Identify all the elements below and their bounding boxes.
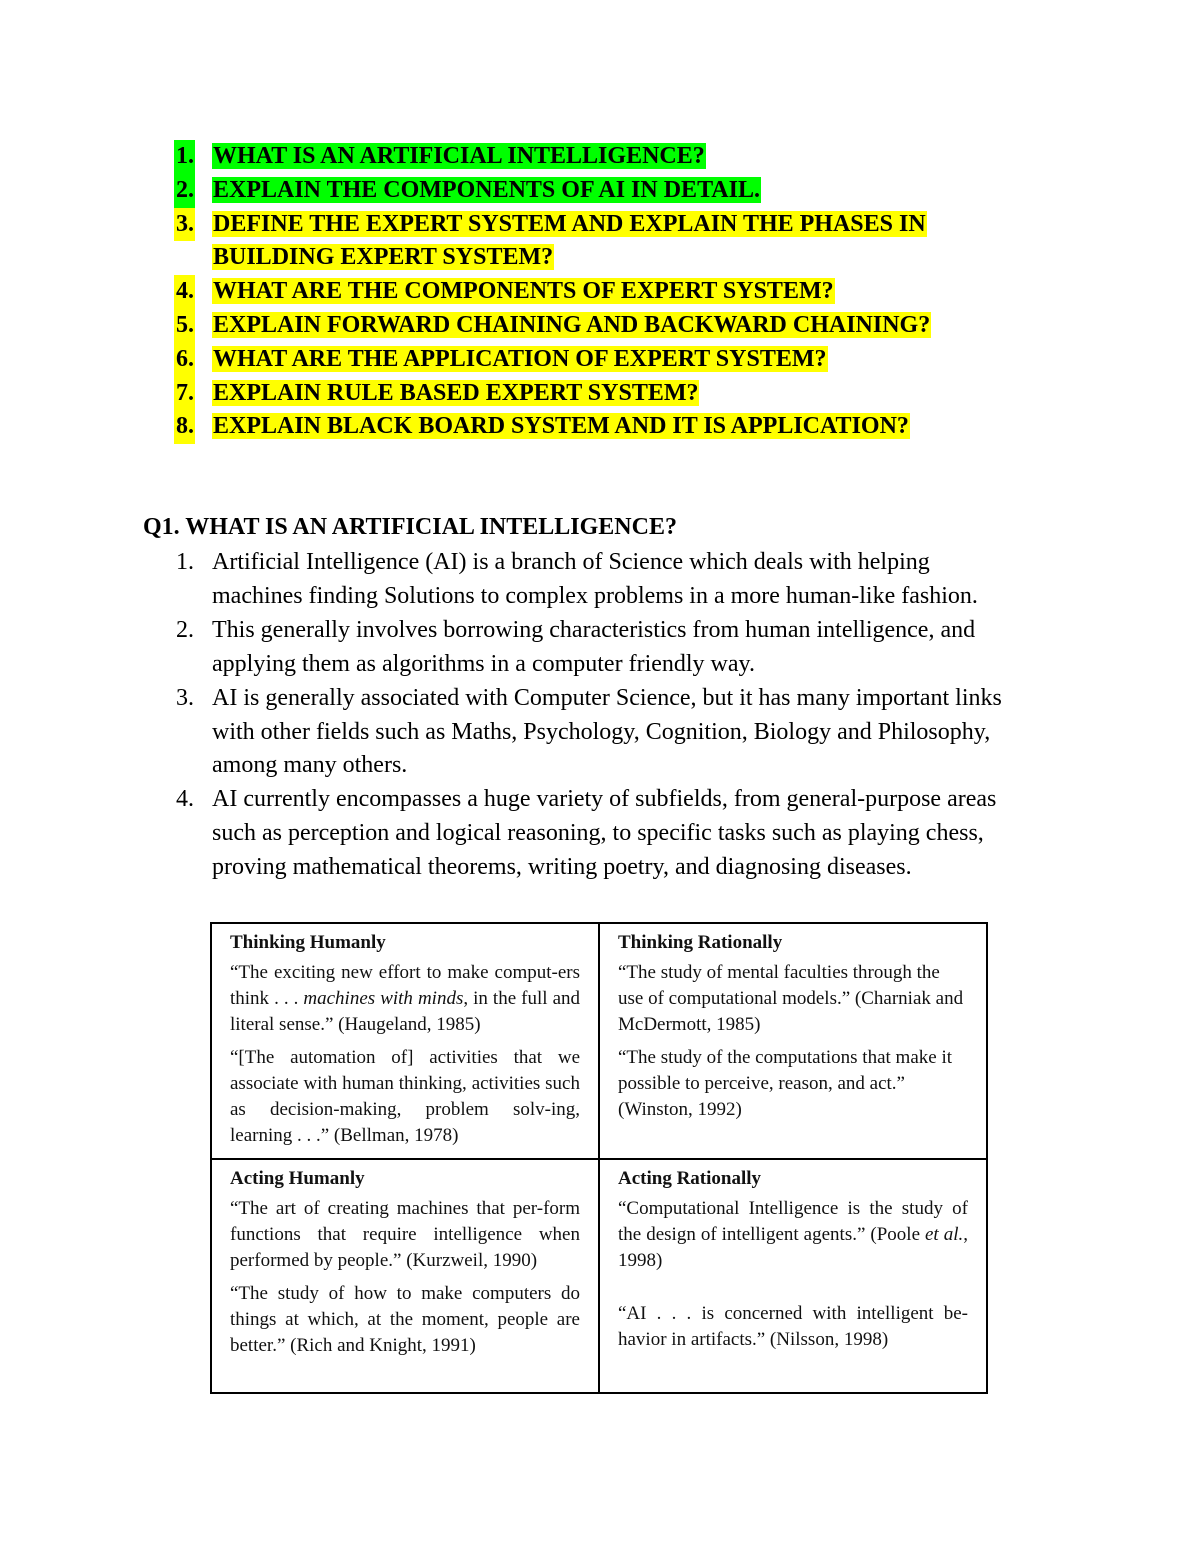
question-text-continued: BUILDING EXPERT SYSTEM? [213, 244, 554, 271]
question-text: WHAT ARE THE APPLICATION OF EXPERT SYSTEM? [213, 345, 827, 372]
answer-line: machines finding Solutions to complex problems in a more human-like fashion. [212, 582, 978, 609]
answer-point [170, 682, 1070, 784]
answer-number: 3. [176, 684, 194, 711]
cell-thinking-humanly [212, 924, 600, 1160]
definition-quote: “The study of how to make computers do things at which, at the moment, people are better.” (Rich and Knight, 1991) [230, 1283, 580, 1356]
question-number: 3. [174, 208, 195, 242]
answer-line: applying them as algorithms in a computer friendly way. [212, 650, 755, 677]
question-number: 7. [174, 377, 195, 411]
q1-heading: Q1. WHAT IS AN ARTIFICIAL INTELLIGENCE? [143, 514, 677, 540]
question-text: EXPLAIN BLACK BOARD SYSTEM AND IT IS APPLICATION? [213, 413, 909, 440]
question-text: EXPLAIN THE COMPONENTS OF AI IN DETAIL. [213, 176, 760, 203]
question-index-item [170, 174, 1030, 208]
answer-number: 2. [176, 616, 194, 643]
answer-number: 4. [176, 786, 194, 813]
answer-line: proving mathematical theorems, writing poetry, and diagnosing diseases. [212, 854, 912, 881]
question-text: EXPLAIN RULE BASED EXPERT SYSTEM? [213, 379, 699, 406]
cell-heading: Thinking Rationally [618, 932, 783, 953]
cell-thinking-rationally [600, 924, 986, 1160]
definition-quote: “The study of the computations that make it possible to perceive, reason, and act.” (Winston, 1992) [618, 1047, 953, 1120]
question-index-item [170, 275, 1030, 309]
definition-quote: “AI . . . is concerned with intelligent be-havior in artifacts.” (Nilsson, 1998) [618, 1303, 968, 1350]
answer-line: with other fields such as Maths, Psychology, Cognition, Biology and Philosophy, [212, 718, 991, 745]
question-number: 4. [174, 275, 195, 309]
question-text: WHAT IS AN ARTIFICIAL INTELLIGENCE? [213, 143, 705, 169]
question-index-item [170, 377, 1030, 411]
question-index-item [170, 309, 1030, 343]
definition-quote: “The exciting new effort to make comput-ers think . . . machines with minds, in the full and literal sense.” (Haugeland, 1985) [230, 962, 580, 1035]
question-index-item [170, 343, 1030, 377]
cell-heading: Acting Rationally [618, 1168, 762, 1189]
answer-line: such as perception and logical reasoning, to specific tasks such as playing chess, [212, 820, 984, 847]
question-index-item [170, 410, 1030, 444]
definition-quote: “The art of creating machines that per-form functions that require intelligence when performed by people.” (Kurzweil, 1990) [230, 1198, 580, 1271]
answer-line: among many others. [212, 752, 408, 779]
question-text: DEFINE THE EXPERT SYSTEM AND EXPLAIN THE PHASES IN [213, 210, 926, 237]
question-number: 6. [174, 343, 195, 377]
question-number: 1. [174, 140, 195, 174]
answer-point [170, 546, 1070, 614]
cell-acting-rationally [600, 1160, 986, 1392]
answer-line: This generally involves borrowing characteristics from human intelligence, and [212, 616, 976, 643]
question-text: WHAT ARE THE COMPONENTS OF EXPERT SYSTEM? [213, 278, 834, 305]
quote-spacer [618, 1281, 968, 1301]
answer-line: AI is generally associated with Computer Science, but it has many important links [212, 684, 1002, 711]
cell-heading: Acting Humanly [230, 1168, 365, 1189]
answer-point [170, 614, 1070, 682]
question-index-item [170, 140, 1030, 174]
cell-acting-humanly [212, 1160, 600, 1392]
question-number: 8. [174, 410, 195, 444]
answer-line: Artificial Intelligence (AI) is a branch of Science which deals with helping [212, 549, 930, 575]
answer-number: 1. [176, 549, 194, 575]
question-number: 2. [174, 174, 195, 208]
answer-line: AI currently encompasses a huge variety of subfields, from general-purpose areas [212, 786, 997, 813]
definition-quote: “The study of mental faculties through the use of computational models.” (Charniak and McDermott, 1985) [618, 962, 964, 1035]
q1-answer-list [170, 546, 1070, 885]
question-number: 5. [174, 309, 195, 343]
cell-heading: Thinking Humanly [230, 932, 386, 953]
question-index-item [170, 208, 1030, 276]
ai-definitions-table [210, 922, 988, 1394]
question-text: EXPLAIN FORWARD CHAINING AND BACKWARD CHAINING? [213, 311, 931, 338]
definition-quote: “[The automation of] activities that we associate with human thinking, activities such as decision-making, problem solv-ing, learning . . .” (Bellman, 1978) [230, 1047, 580, 1146]
answer-point [170, 783, 1070, 885]
question-index-list [170, 140, 1030, 444]
definition-quote: “Computational Intelligence is the study of the design of intelligent agents.” (Poole et al., 1998) [618, 1198, 968, 1271]
